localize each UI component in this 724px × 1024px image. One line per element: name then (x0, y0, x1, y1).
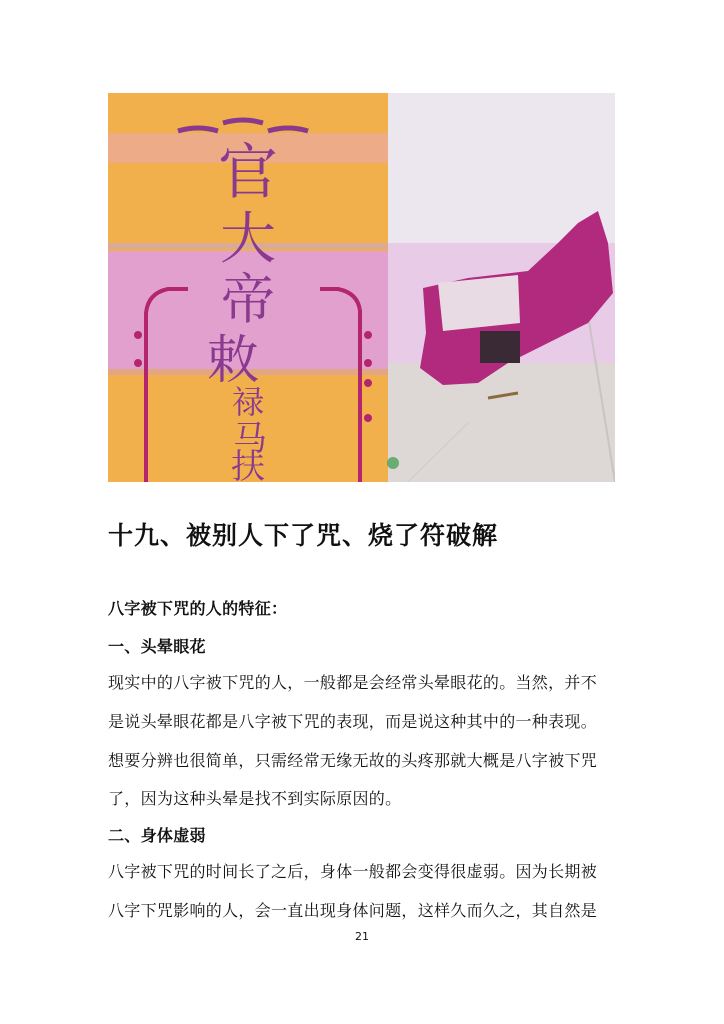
talisman-char-1: 官 (218, 138, 278, 208)
section1-line: 现实中的八字被下咒的人，一般都是会经常头晕眼花的。当然，并不 (108, 673, 598, 692)
section-heading: 十九、被别人下了咒、烧了符破解 (108, 521, 499, 550)
intro-line: 八字被下咒的人的特征： (108, 599, 288, 618)
talisman-char-7: 扶 (231, 447, 265, 482)
talisman-char-6: 马 (233, 419, 267, 459)
talisman-photo-graphic (108, 93, 615, 482)
talisman-char-3: 帝 (221, 268, 275, 331)
section1-line: 是说头晕眼花都是八字被下咒的表现，而是说这种其中的一种表现。 (108, 712, 598, 731)
section1-line: 想要分辨也很简单，只需经常无缘无故的头疼那就大概是八字被下咒 (108, 751, 598, 770)
section2-line: 八字被下咒的时间长了之后，身体一般都会变得很虚弱。因为长期被 (108, 862, 598, 881)
section2-line: 八字下咒影响的人，会一直出现身体问题，这样久而久之，其自然是 (108, 901, 598, 920)
section1-line: 了，因为这种头晕是找不到实际原因的。 (108, 789, 402, 808)
page-number: 21 (355, 930, 369, 943)
section2-title: 二、身体虚弱 (108, 826, 206, 845)
talisman-photo (108, 93, 615, 482)
talisman-char-4: 敕 (206, 331, 260, 391)
talisman-char-5: 禄 (231, 383, 265, 421)
section1-title: 一、头晕眼花 (108, 637, 206, 656)
talisman-char-2: 大 (220, 207, 276, 272)
